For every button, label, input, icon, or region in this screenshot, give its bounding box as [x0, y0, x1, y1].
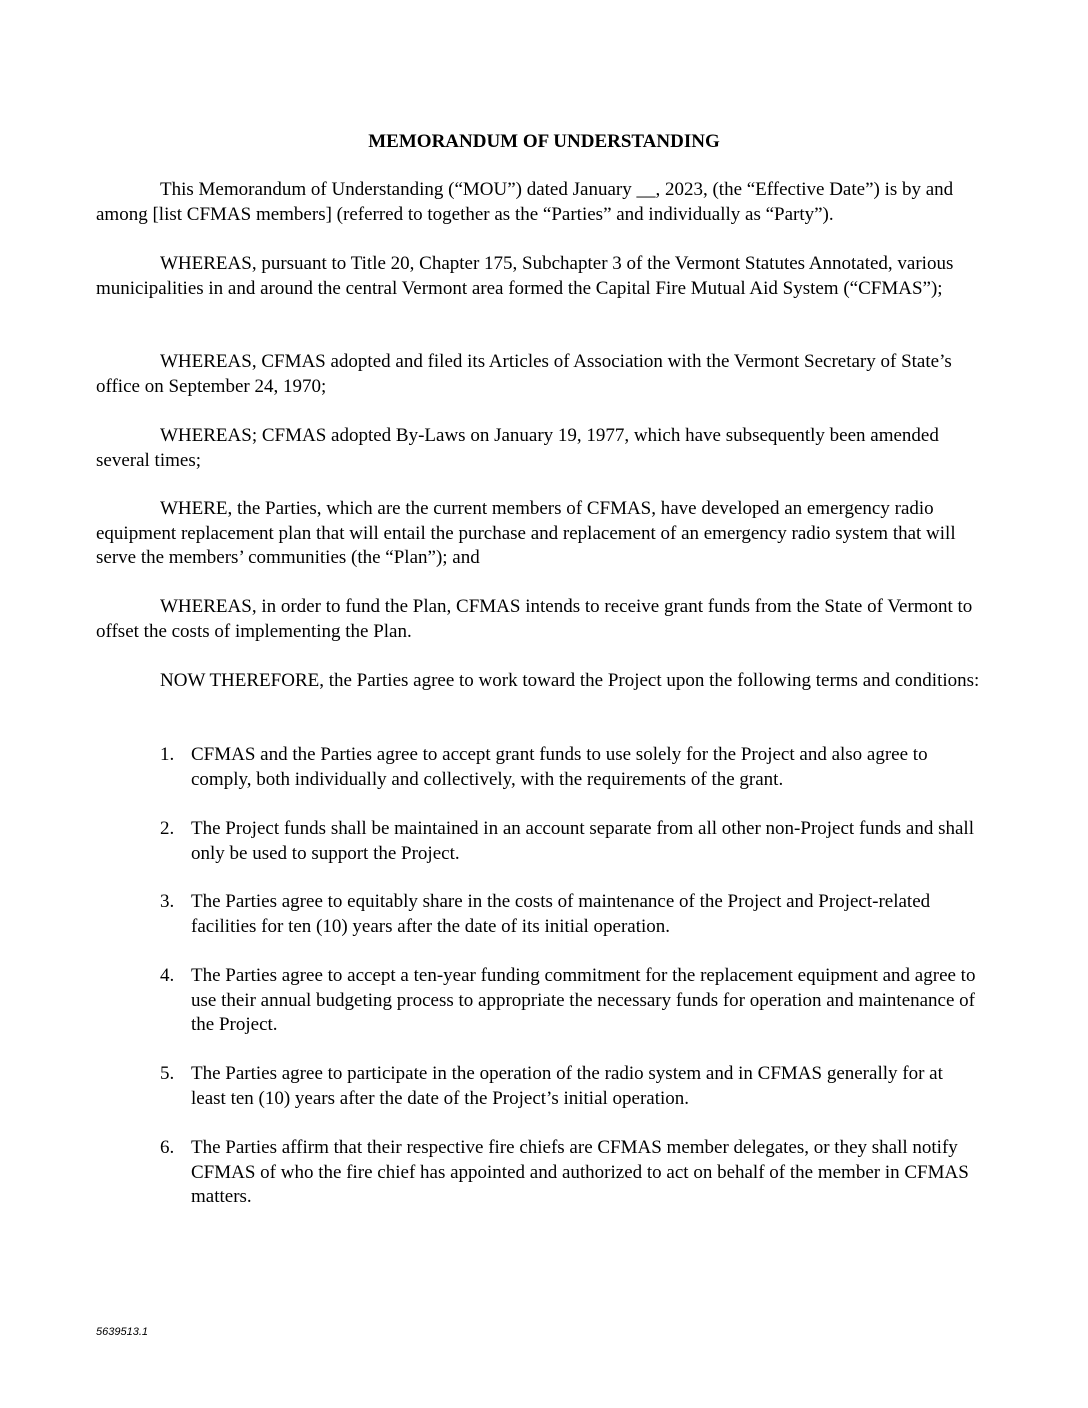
list-item-text: The Project funds shall be maintained in an account separate from all other non-Project funds and shall only be used to support the Project.	[191, 818, 974, 864]
list-item-number: 5.	[160, 1063, 175, 1084]
list-item-number: 6.	[160, 1137, 175, 1158]
list-item-text: The Parties agree to equitably share in the costs of maintenance of the Project and Project-related facilities for ten (10) years after the date of its initial operation.	[191, 891, 931, 937]
list-item-number: 4.	[160, 965, 175, 986]
whereas-articles-paragraph: WHEREAS, CFMAS adopted and filed its Articles of Association with the Vermont Secretary of State’s office on September 24, 1970;	[96, 351, 952, 397]
where-plan-paragraph: WHERE, the Parties, which are the current members of CFMAS, have developed an emergency radio equipment replacement plan that will entail the purchase and replacement of an emergency radio system that will serve the members’ communities (the “Plan”); and	[96, 498, 956, 568]
now-therefore-paragraph: NOW THEREFORE, the Parties agree to work toward the Project upon the following terms and conditions:	[160, 670, 980, 691]
document-title: MEMORANDUM OF UNDERSTANDING	[368, 131, 720, 152]
whereas-statutes-paragraph: WHEREAS, pursuant to Title 20, Chapter 175, Subchapter 3 of the Vermont Statutes Annotated, various municipalities in and around the central Vermont area formed the Capital Fire Mutual Aid System (“CFMAS”);	[96, 253, 954, 299]
list-item-number: 2.	[160, 818, 175, 839]
list-item-number: 3.	[160, 891, 175, 912]
list-item-text: CFMAS and the Parties agree to accept grant funds to use solely for the Project and also agree to comply, both individually and collectively, with the requirements of the grant.	[191, 744, 928, 790]
document-id-footer: 5639513.1	[96, 1326, 148, 1338]
whereas-bylaws-paragraph: WHEREAS; CFMAS adopted By-Laws on January 19, 1977, which have subsequently been amended several times;	[96, 425, 939, 471]
list-item-text: The Parties agree to participate in the operation of the radio system and in CFMAS generally for at least ten (10) years after the date of the Project’s initial operation.	[191, 1063, 943, 1109]
whereas-funding-paragraph: WHEREAS, in order to fund the Plan, CFMAS intends to receive grant funds from the State of Vermont to offset the costs of implementing the Plan.	[96, 596, 973, 642]
intro-paragraph: This Memorandum of Understanding (“MOU”) dated January __, 2023, (the “Effective Date”) is by and among [list CFMAS members] (referred to together as the “Parties” and individually as “Party”).	[96, 179, 954, 225]
list-item-text: The Parties agree to accept a ten-year funding commitment for the replacement equipment and agree to use their annual budgeting process to appropriate the necessary funds for operation and maintenance of the Project.	[191, 965, 976, 1035]
list-item-text: The Parties affirm that their respective fire chiefs are CFMAS member delegates, or they shall notify CFMAS of who the fire chief has appointed and authorized to act on behalf of the member in CFMAS matters.	[191, 1137, 969, 1207]
list-item-number: 1.	[160, 744, 175, 765]
